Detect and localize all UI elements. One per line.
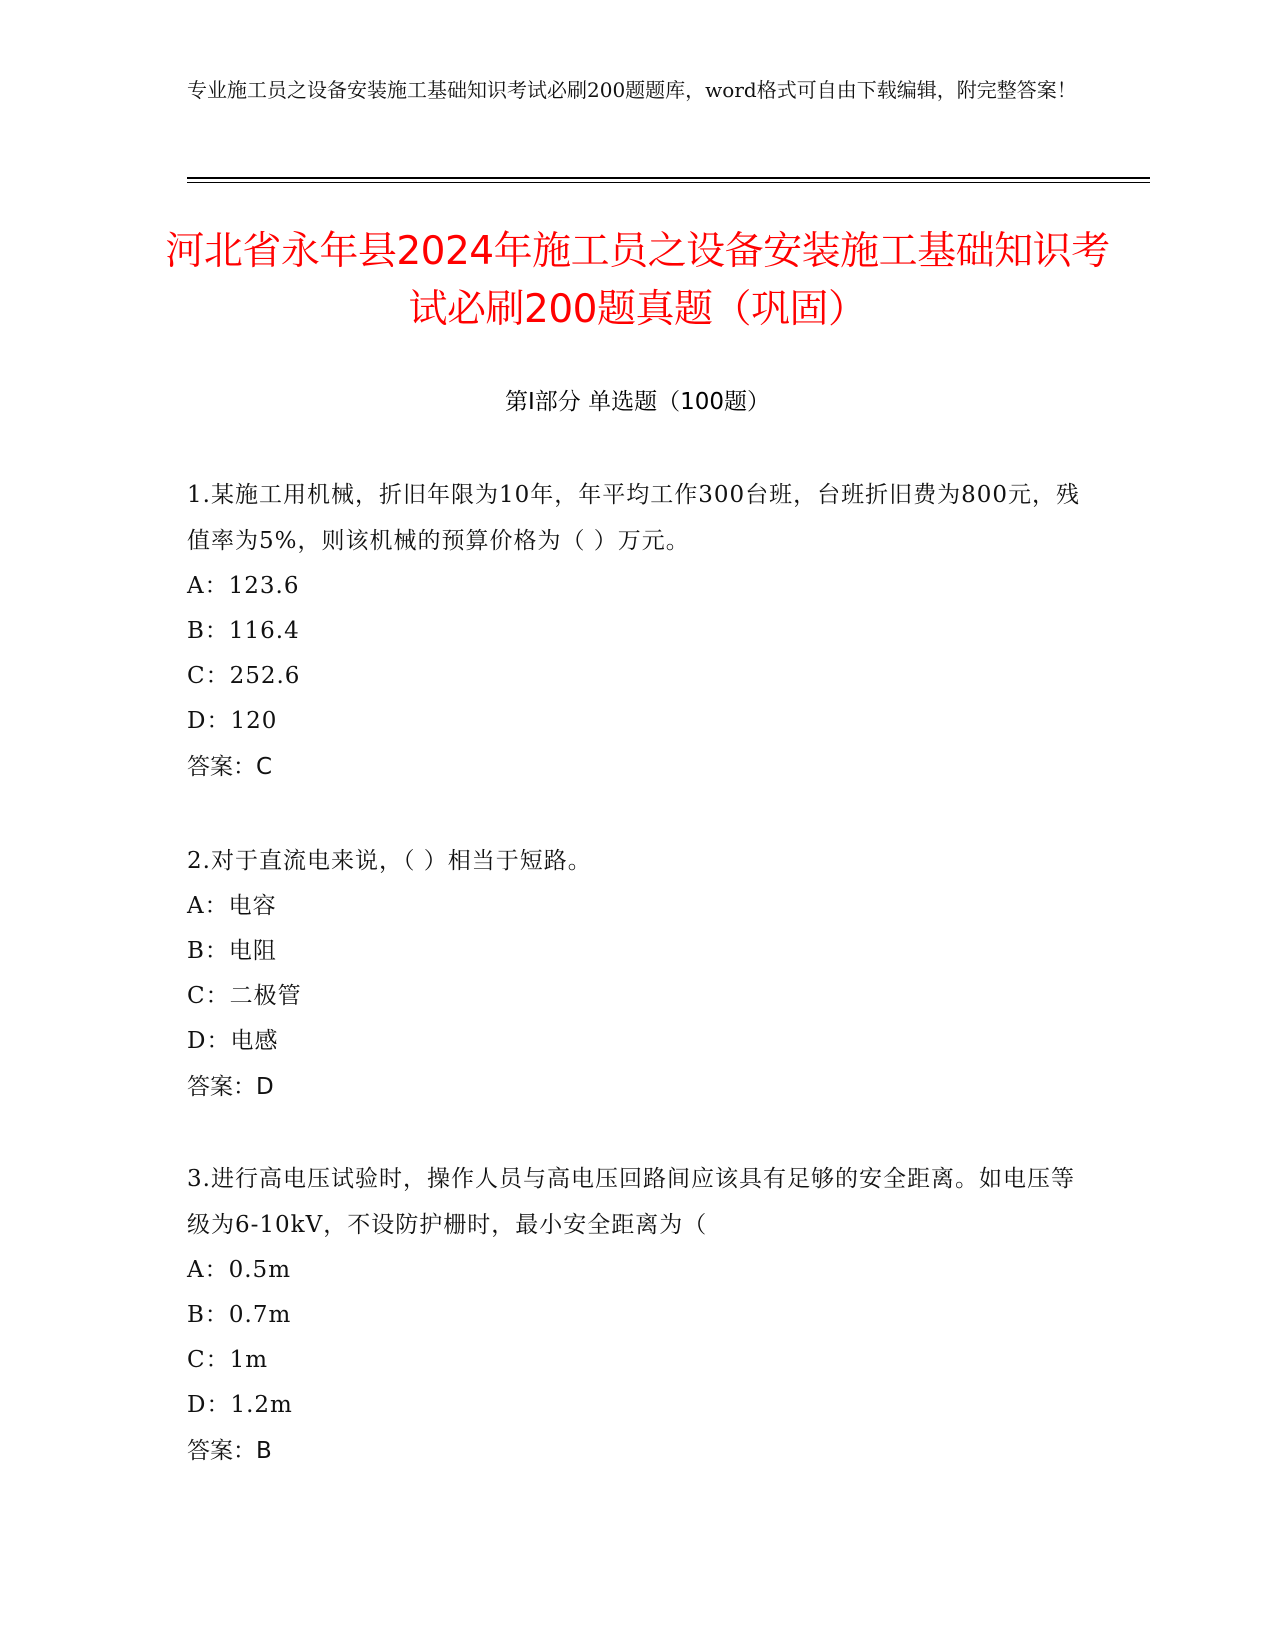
option-d: D：1.2m: [187, 1392, 293, 1418]
answer-line: 答案：B: [187, 1438, 272, 1464]
question-3: [187, 1156, 1087, 1474]
header-note: 专业施工员之设备安装施工基础知识考试必刷200题题库，word格式可自由下载编辑，附完整答案！: [187, 78, 1077, 102]
document-title: 河北省永年县2024年施工员之设备安装施工基础知识考试必刷200题真题（巩固）: [165, 229, 1110, 332]
option-c: C：252.6: [187, 663, 301, 689]
option-c: C：1m: [187, 1347, 269, 1373]
option-b: B：电阻: [187, 938, 277, 964]
option-d: D：电感: [187, 1028, 279, 1054]
question-stem: 2.对于直流电来说，（ ）相当于短路。: [187, 848, 592, 874]
section-heading: 第I部分 单选题（100题）: [505, 389, 770, 415]
question-2: [187, 838, 1087, 1110]
option-c: C：二极管: [187, 983, 302, 1009]
question-stem: 3.进行高电压试验时，操作人员与高电压回路间应该具有足够的安全距离。如电压等级为6-10kV，不设防护栅时，最小安全距离为（: [187, 1166, 1075, 1238]
option-a: A：123.6: [187, 573, 300, 599]
question-1: [187, 472, 1087, 790]
option-a: A：0.5m: [187, 1257, 291, 1283]
option-d: D：120: [187, 708, 278, 734]
answer-line: 答案：D: [187, 1074, 274, 1100]
question-stem: 1.某施工用机械，折旧年限为10年，年平均工作300台班，台班折旧费为800元，残值率为5%，则该机械的预算价格为（ ）万元。: [187, 482, 1081, 554]
answer-line: 答案：C: [187, 754, 273, 780]
option-b: B：0.7m: [187, 1302, 292, 1328]
option-a: A：电容: [187, 893, 277, 919]
option-b: B：116.4: [187, 618, 300, 644]
header-divider-thick: [187, 177, 1150, 179]
header-divider-thin: [187, 182, 1150, 183]
